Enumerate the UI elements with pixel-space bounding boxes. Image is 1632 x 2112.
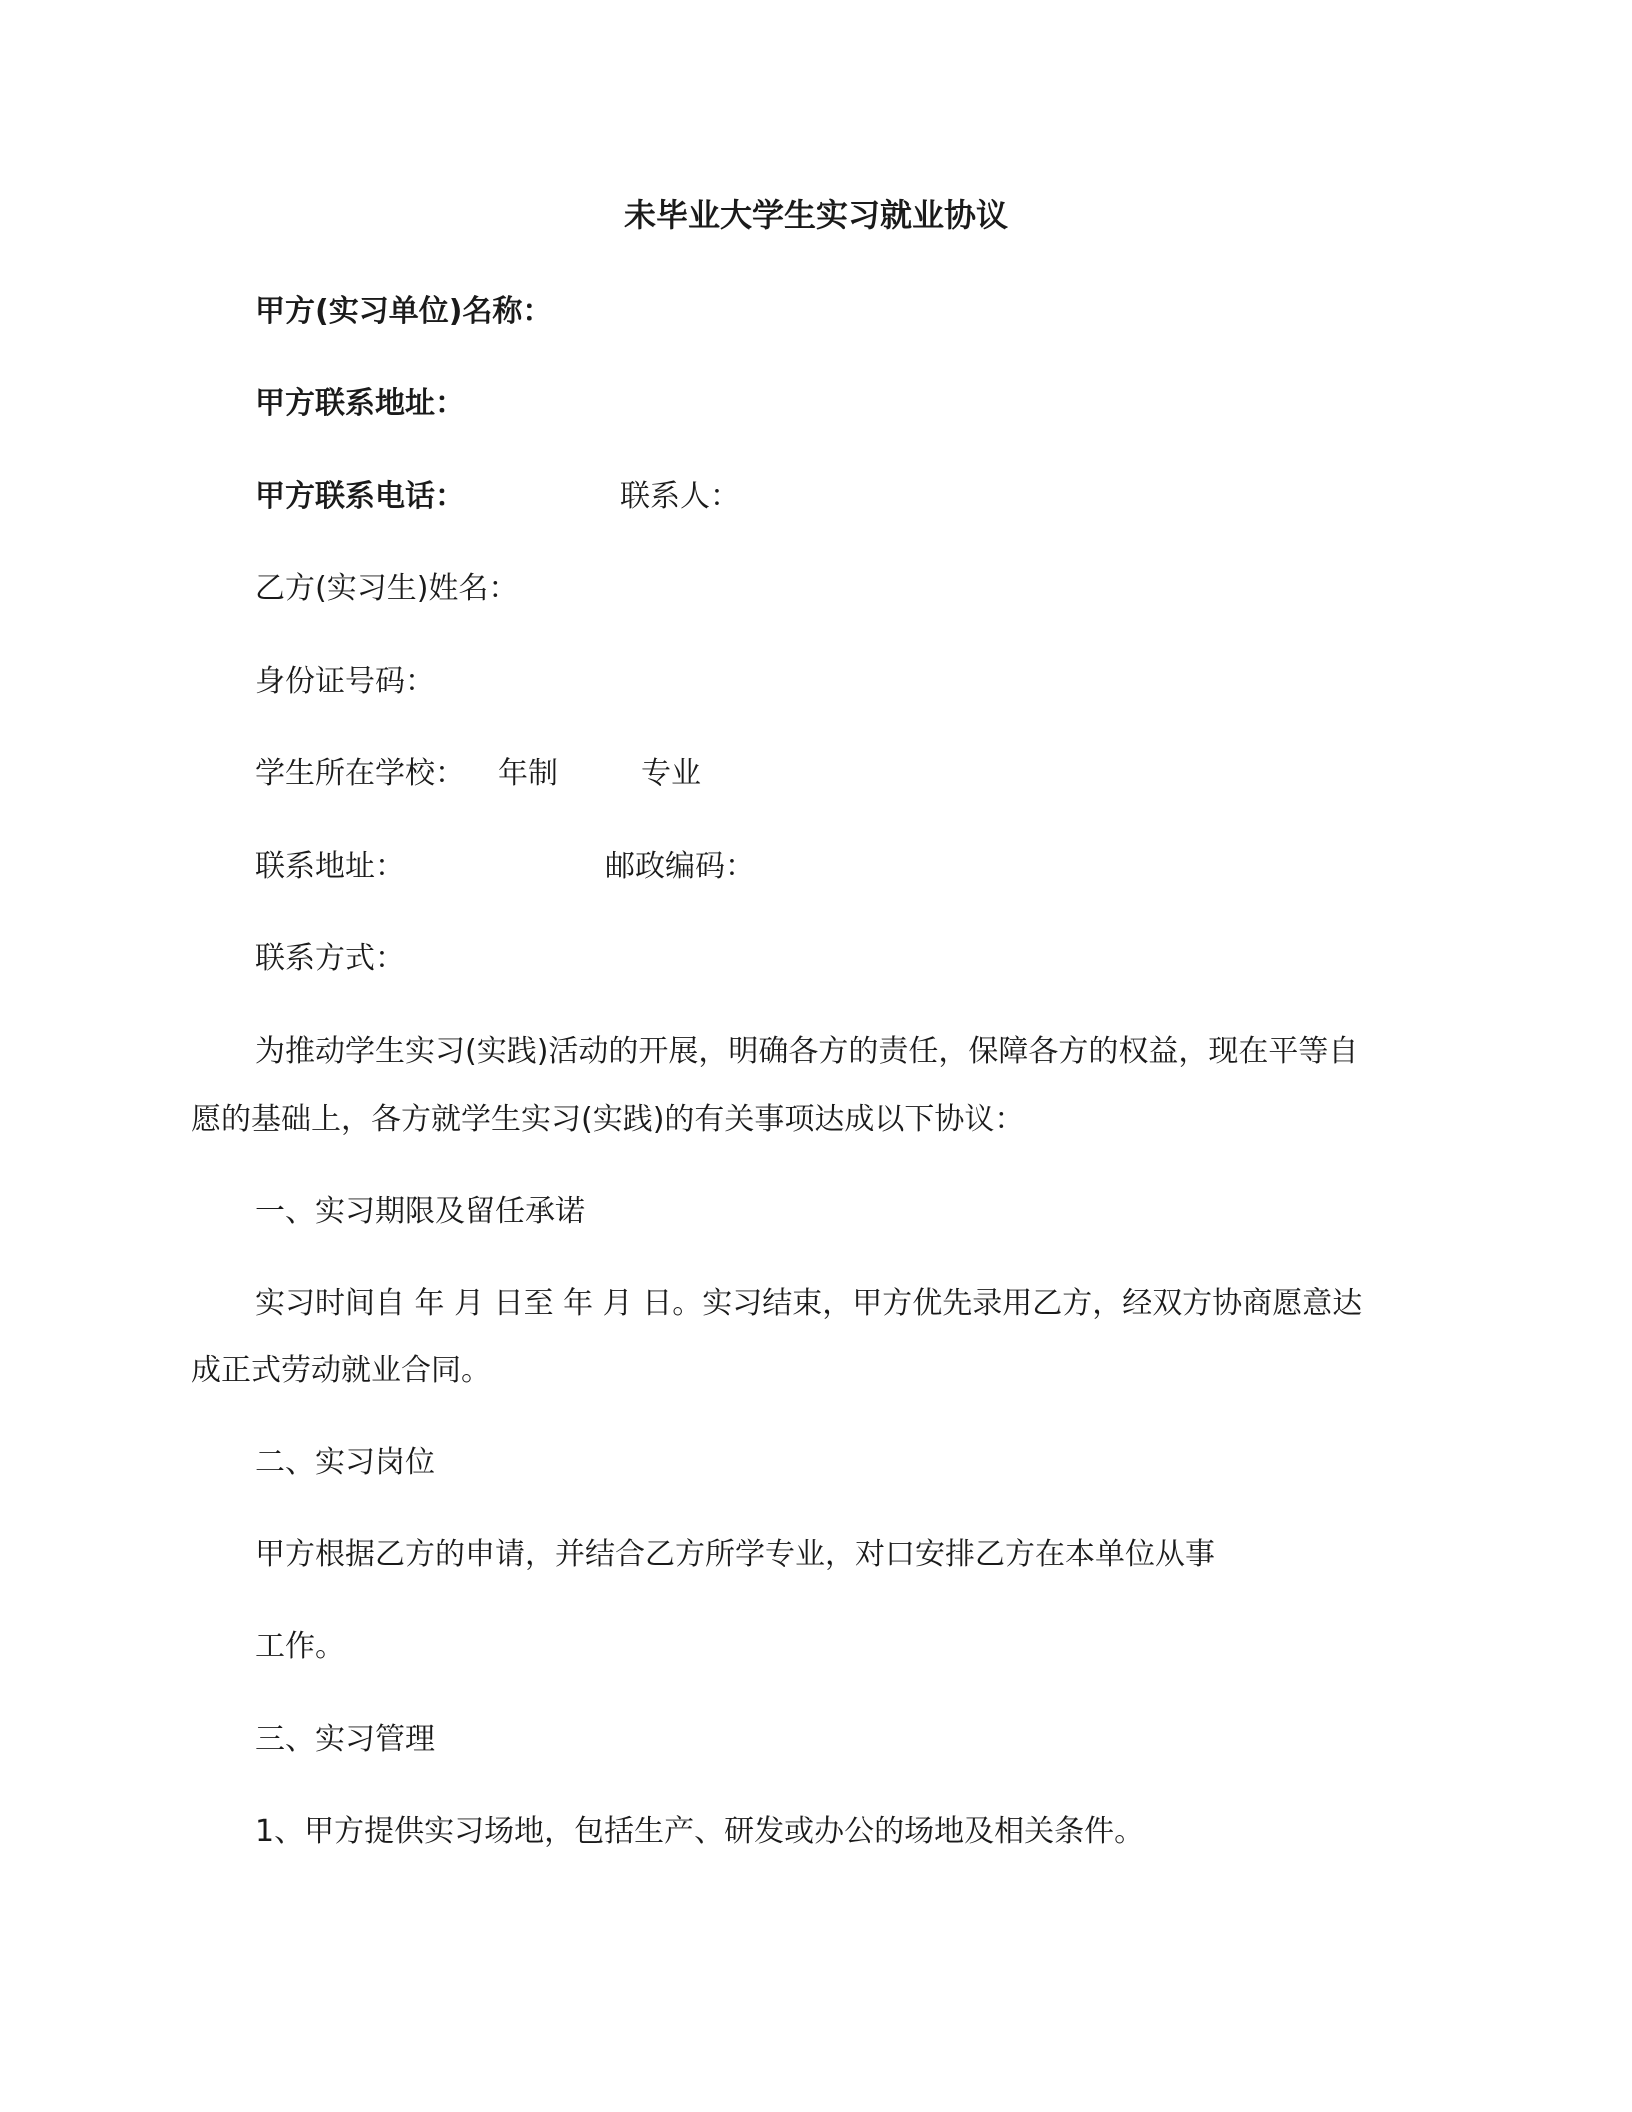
years-label: 年制 [498,756,558,791]
intro-line-2: 愿的基础上，各方就学生实习(实践)的有关事项达成以下协议： [191,1102,1025,1137]
party-b-name-label: 乙方(实习生)姓名： [255,571,519,606]
section-2-line-1: 甲方根据乙方的申请，并结合乙方所学专业，对口安排乙方在本单位从事 [255,1537,1215,1572]
address-label: 联系地址： [255,849,405,884]
postcode-label: 邮政编码： [605,849,755,884]
intro-line-1: 为推动学生实习(实践)活动的开展，明确各方的责任，保障各方的权益，现在平等自 [255,1034,1359,1069]
party-a-name-label: 甲方(实习单位)名称： [255,294,553,329]
section-1-heading: 一、实习期限及留任承诺 [255,1194,585,1229]
section-1-line-2: 成正式劳动就业合同。 [191,1353,491,1388]
section-2-heading: 二、实习岗位 [255,1445,435,1480]
section-3-item-1: 1、甲方提供实习场地，包括生产、研发或办公的场地及相关条件。 [255,1814,1145,1849]
section-3-heading: 三、实习管理 [255,1722,435,1757]
major-label: 专业 [641,756,701,791]
party-a-phone-label: 甲方联系电话： [255,479,465,514]
party-a-contact-label: 联系人： [620,479,740,514]
id-number-label: 身份证号码： [255,664,435,699]
section-2-line-2: 工作。 [255,1629,345,1664]
party-a-address-label: 甲方联系地址： [255,386,465,421]
contact-method-label: 联系方式： [255,941,405,976]
school-label: 学生所在学校： [255,756,465,791]
section-1-line-1: 实习时间自 年 月 日至 年 月 日。实习结束，甲方优先录用乙方，经双方协商愿意达 [255,1286,1363,1321]
document-title: 未毕业大学生实习就业协议 [623,196,1008,234]
